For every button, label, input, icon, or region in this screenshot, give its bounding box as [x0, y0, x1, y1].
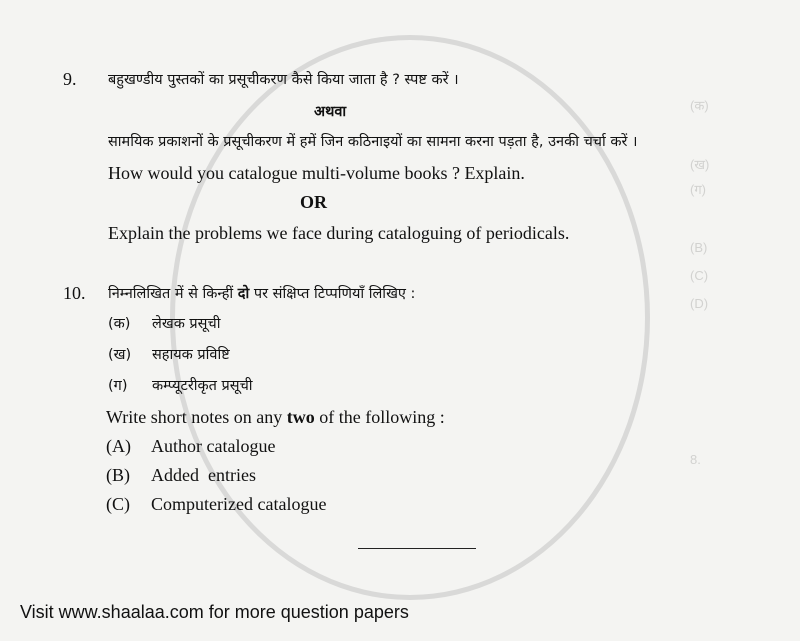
question-instruction-english: Write short notes on any two of the following : — [106, 407, 445, 427]
question-number: 9. — [63, 69, 77, 89]
or-separator-english: OR — [300, 192, 327, 212]
bleed-through-text: (ख) — [690, 157, 710, 172]
bleed-through-text: (C) — [690, 268, 709, 283]
bleed-through-text: (B) — [690, 240, 708, 255]
alt-question-text-hindi: सामयिक प्रकाशनों के प्रसूचीकरण में हमें जिन कठिनाइयों का सामना करना पड़ता है, उनकी चर्चा करें । — [108, 134, 638, 150]
option-label: (ख) — [108, 347, 132, 363]
bleed-through-text: 8. — [690, 452, 701, 467]
option-text-english: Author catalogue — [151, 436, 276, 456]
bleed-through-text: (ग) — [690, 182, 706, 197]
option-label: (ग) — [108, 378, 128, 394]
alt-question-text-english: Explain the problems we face during cataloguing of periodicals. — [108, 223, 570, 243]
option-text-english: Computerized catalogue — [151, 494, 327, 514]
option-label: (B) — [106, 465, 130, 485]
question-text-hindi: बहुखण्डीय पुस्तकों का प्रसूचीकरण कैसे किया जाता है ? स्पष्ट करें । — [108, 72, 459, 88]
option-label: (A) — [106, 436, 131, 456]
watermark-circle — [170, 35, 650, 600]
question-number: 10. — [63, 283, 86, 303]
option-label: (C) — [106, 494, 130, 514]
end-of-paper-rule — [358, 548, 476, 549]
question-instruction-hindi: निम्नलिखित में से किन्हीं दो पर संक्षिप्त टिप्पणियाँ लिखिए : — [108, 286, 416, 302]
question-text-english: How would you catalogue multi-volume books ? Explain. — [108, 163, 525, 183]
option-text-hindi: लेखक प्रसूची — [152, 316, 221, 332]
option-label: (क) — [108, 316, 131, 332]
bleed-through-text: (D) — [690, 296, 709, 311]
option-text-hindi: सहायक प्रविष्टि — [152, 347, 230, 363]
option-text-english: Added entries — [151, 465, 256, 485]
footer-text: Visit www.shaalaa.com for more question papers — [20, 602, 409, 622]
bleed-through-text: (क) — [690, 98, 709, 113]
or-separator-hindi: अथवा — [314, 104, 347, 120]
option-text-hindi: कम्प्यूटरीकृत प्रसूची — [152, 378, 253, 394]
